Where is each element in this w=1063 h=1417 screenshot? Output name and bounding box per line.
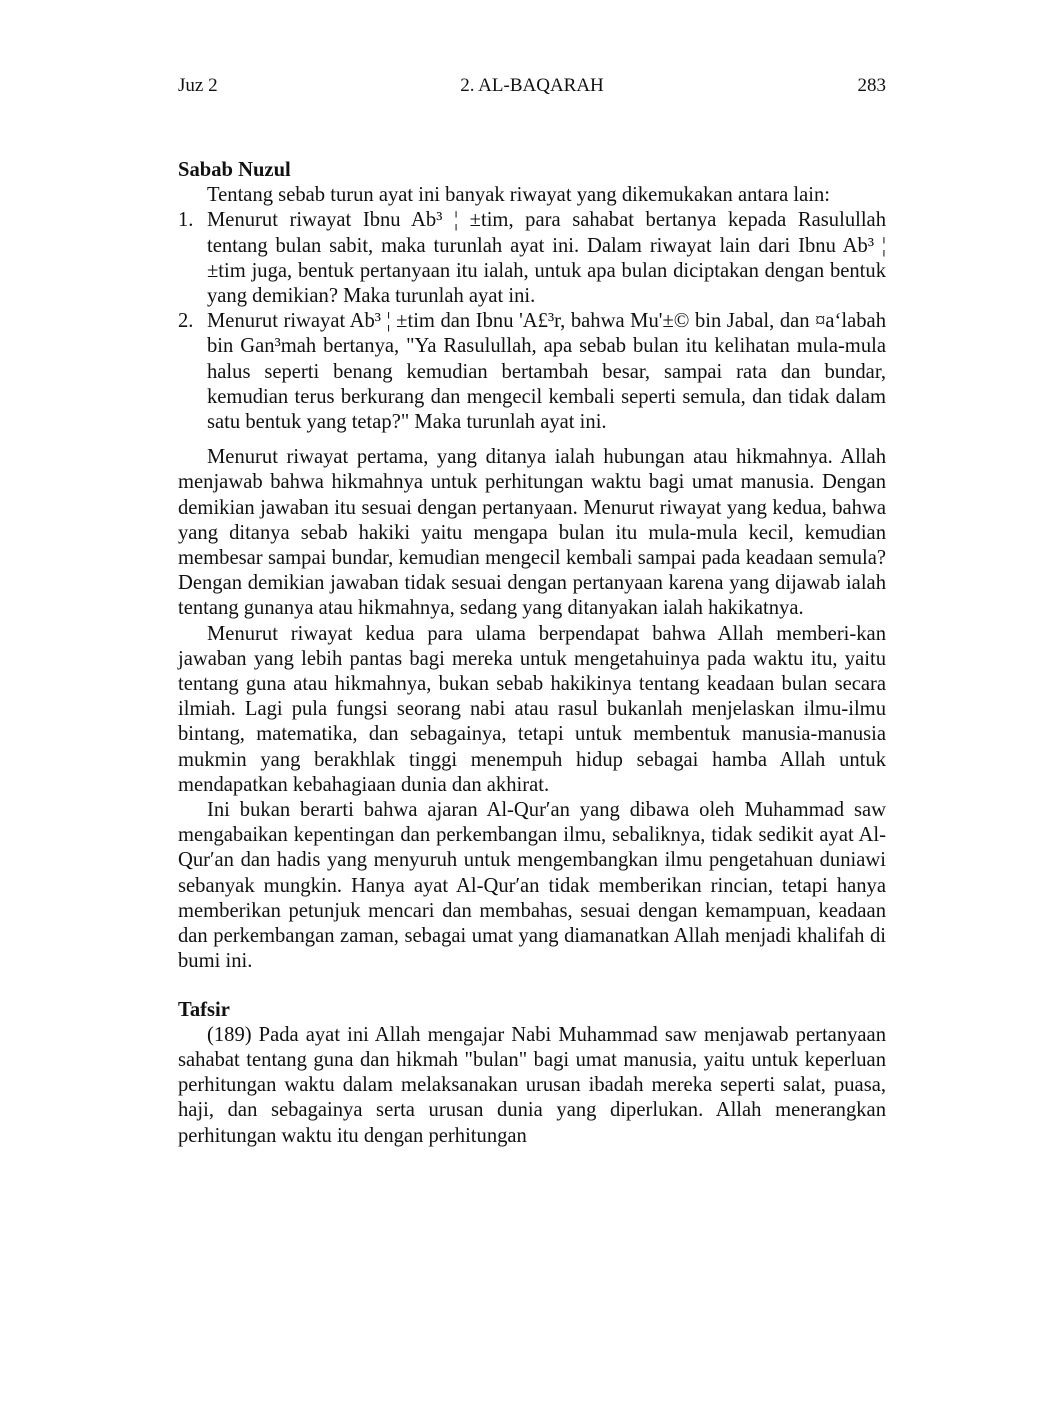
body-paragraph: Ini bukan berarti bahwa ajaran Al-Qur′an yang dibawa oleh Muhammad saw mengabaikan kepentingan dan perkembangan ilmu, sebaliknya, tidak sedikit ayat Al-Qur′an dan hadis yang menyuruh untuk mengembangkan ilmu pengetahuan duniawi sebanyak mungkin. Hanya ayat Al-Qur′an tidak memberikan rincian, tetapi hanya memberikan petunjuk mencari dan membahas, sesuai dengan kemampuan, keadaan dan perkembangan zaman, sebagai umat yang diamanatkan Allah menjadi khalifah di bumi ini. xyxy=(178,799,886,973)
riwayat-list xyxy=(178,208,886,435)
list-item-text: Menurut riwayat Ab³ ¦ ±tim dan Ibnu 'A£³r, bahwa Mu'±© bin Jabal, dan ¤a‘labah bin Gan³mah bertanya, "Ya Rasulullah, apa sebab bulan itu kelihatan mula-mula halus seperti benang kemudian bertambah besar, sampai rata dan bundar, kemudian terus berkurang dan mengecil kembali seperti semula, dan tidak dalam satu bentuk yang tetap?" Maka turunlah ayat ini. xyxy=(207,310,886,434)
section-heading-tafsir: Tafsir xyxy=(178,998,230,1021)
body-paragraph: Menurut riwayat pertama, yang ditanya ialah hubungan atau hikmahnya. Allah menjawab bahwa hikmahnya untuk perhitungan waktu bagi umat manusia. Dengan demikian jawaban itu sesuai dengan pertanyaan. Menurut riwayat yang kedua, bahwa yang ditanya sebab hakiki yaitu mengapa bulan itu mula-mula kecil, kemudian membesar sampai bundar, kemudian mengecil kembali sampai pada keadaan semula? Dengan demikian jawaban tidak sesuai dengan pertanyaan karena yang dijawab ialah tentang gunanya atau hikmahnya, sedang yang ditanyakan ialah hakikatnya. xyxy=(178,446,886,620)
surah-title: 2. AL-BAQARAH xyxy=(460,75,604,96)
list-item xyxy=(178,208,886,309)
list-item-text: Menurut riwayat Ibnu Ab³ ¦ ±tim, para sahabat bertanya kepada Rasulullah tentang bulan sabit, maka turunlah ayat ini. Dalam riwayat lain dari Ibnu Ab³ ¦ ±tim juga, bentuk pertanyaan itu ialah, untuk apa bulan diciptakan dengan bentuk yang demikian? Maka turunlah ayat ini. xyxy=(207,209,886,308)
list-number: 2. xyxy=(178,310,194,333)
list-number: 1. xyxy=(178,209,194,232)
juz-label: Juz 2 xyxy=(178,75,218,96)
tafsir-paragraph: (189) Pada ayat ini Allah mengajar Nabi Muhammad saw menjawab pertanyaan sahabat tentang guna dan hikmah "bulan" bagi umat manusia, yaitu untuk keperluan perhitungan waktu dalam melaksanakan urusan ibadah mereka seperti salat, puasa, haji, dan sebagainya serta urusan dunia yang diperlukan. Allah menerangkan perhitungan waktu itu dengan perhitungan xyxy=(178,1023,886,1147)
sabab-intro: Tentang sebab turun ayat ini banyak riwayat yang dikemukakan antara lain: xyxy=(207,184,831,207)
running-header xyxy=(178,72,886,100)
page-number: 283 xyxy=(857,75,886,96)
list-item xyxy=(178,309,886,435)
page-body xyxy=(178,158,886,1149)
section-heading-sabab-nuzul: Sabab Nuzul xyxy=(178,159,291,181)
body-paragraph: Menurut riwayat kedua para ulama berpendapat bahwa Allah memberi-kan jawaban yang lebih pantas bagi mereka untuk mengetahuinya pada waktu itu, yaitu tentang guna atau hikmahnya, bukan sebab hakikinya tentang keadaan bulan secara ilmiah. Lagi pula fungsi seorang nabi atau rasul bukanlah menjelaskan ilmu-ilmu bintang, matematika, dan sebagainya, tetapi untuk membentuk manusia-manusia mukmin yang berakhlak tinggi menempuh hidup sebagai hamba Allah untuk mendapatkan kebahagiaan dunia dan akhirat. xyxy=(178,622,886,796)
